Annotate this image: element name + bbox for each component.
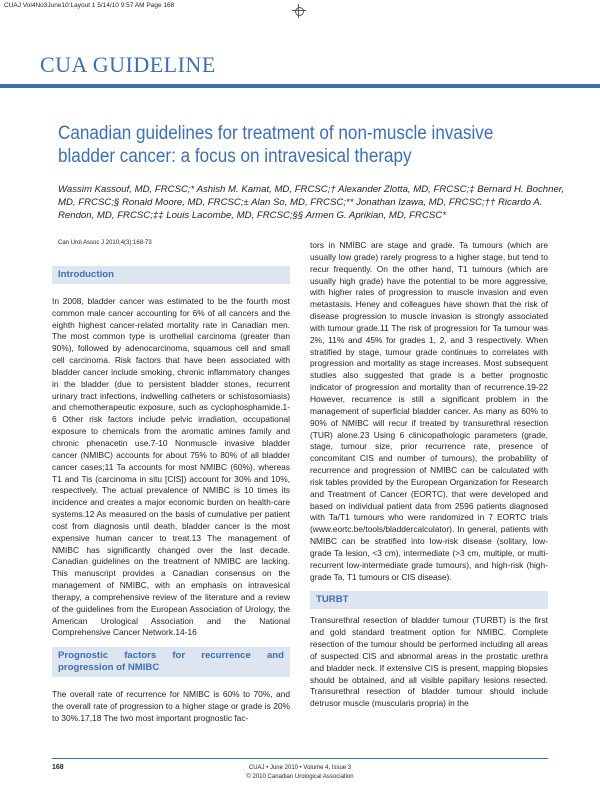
header-rule <box>0 84 600 88</box>
heading-turbt-label: TURBT <box>316 594 349 606</box>
print-slug: CUAJ Vol4No3June10:Layout 1 5/14/10 9:57 AM Page 168 <box>4 2 175 9</box>
left-column <box>52 266 290 725</box>
journal-footer <box>0 764 600 781</box>
page-number: 168 <box>52 764 64 771</box>
footer-rule <box>52 758 548 759</box>
heading-introduction-label: Introduction <box>58 269 114 280</box>
author-list: Wassim Kassouf, MD, FRCSC;* Ashish M. Kamat, MD, FRCSC;† Alexander Zlotta, MD, FRCSC;‡ Bernard H. Bochner, MD, FRCSC;§ Ronald Moore, MD, FRCSC;± Alan So, MD, FRCSC;** Jonathan Izawa, MD, FRCSC;†† Ricardo A. Rendon, MD, FRCSC;‡‡ Louis Lacombe, MD, FRCSC;§§ Armen G. Aprikian, MD, FRCSC* <box>58 184 565 221</box>
heading-prognostic <box>52 647 290 677</box>
heading-introduction <box>52 266 290 284</box>
prognostic-paragraph: The overall rate of recurrence for NMIBC is 60% to 70%, and the overall rate of progression to a higher stage or grade is 20% to 30%.17,18 The two most important prognostic fac- <box>52 689 290 723</box>
article-title: Canadian guidelines for treatment of non-muscle invasive bladder cancer: a focus on intravesical therapy <box>58 123 494 167</box>
journal-issue-line: CUAJ • June 2010 • Volume 4, Issue 3 <box>248 765 352 771</box>
registration-mark-icon <box>292 4 306 18</box>
heading-turbt <box>310 591 548 609</box>
copyright-line: © 2010 Canadian Urological Association <box>246 773 354 780</box>
right-column <box>310 240 548 710</box>
heading-prognostic-label: Prognostic factors for recurrence and progression of NMIBC <box>58 650 284 674</box>
section-label: CUA GUIDELINE <box>40 52 216 77</box>
citation: Can Urol Assoc J 2010;4(3):168-73 <box>58 240 152 246</box>
intro-paragraph: In 2008, bladder cancer was estimated to be the fourth most common male cancer accounting for 6% of all cancers and the eighth highest cancer-related mortality rate in Canadian men. The most common type is urothelial carcinoma (greater than 90%), followed by adenocarcinoma, squamous cell and small cell carcinoma. Risk factors that have been associated with bladder cancer include smoking, chronic inflammatory changes in the bladder (due to persistent bladder stones, recurrent urinary tract infections, indwelling catheters or schistosomiasis) and chemotherapeutic exposure, such as cyclophosphamide.1-6 Other risk factors include pelvic irradiation, occupational exposure to chemicals from the aromatic amines family and chronic phenacetin use.7-10 Nonmuscle invasive bladder cancer (NMIBC) accounts for about 75% to 80% of all bladder cancer cases;11 Ta accounts for most NMIBC (60%), whereas T1 and Tis (carcinoma in situ [CIS]) account for 30% and 10%, respectively. The actual prevalence of NMIBC is 10 times its incidence and creates a major economic burden on health-care systems.12 As measured on the basis of cumulative per patient cost from diagnosis until death, bladder cancer is the most expensive human cancer to treat.13 The management of NMIBC has significantly changed over the last decade. Canadian guidelines on the treatment of NMIBC are lacking. This manuscript provides a Canadian consensus on the management of NMIBC, with an emphasis on intravesical therapy, a comprehensive review of the literature and a review of the guidelines from the European Association of Urology, the American Urological Association and the National Comprehensive Cancer Network.14-16 <box>52 295 290 638</box>
continued-paragraph: tors in NMIBC are stage and grade. Ta tumours (which are usually low grade) rarely progress to a higher stage, but tend to recur frequently. On the other hand, T1 tumours (which are usually high grade) have the potential to be more aggressive, with higher rates of progression to muscle invasion and even metastasis. Heney and colleagues have shown that the risk of disease progression to muscle invasion is strongly associated with tumour grade.11 The risk of progression for Ta tumour was 2%, 11% and 45% for grades 1, 2, and 3 respectively. When stratified by stage, tumour grade continues to correlates with progression and mortality as stage increases. Most subsequent studies also suggested that grade is a better prognostic indicator of progression and mortality than of recurrence.19-22 However, recurrence is still a significant problem in the management of superficial bladder cancer. As many as 60% to 90% of NMIBC will recur if treated by transurethral resection (TUR) alone.23 Using 6 clinicopathologic parameters (grade, stage, tumour size, prior recurrence rate, presence of concomitant CIS and number of tumours), the probability of recurrence and progression of NMIBC can be calculated with risk tables provided by the European Organization for Research and Treatment of Cancer (EORTC), that were developed and based on individual patient data from 2596 patients diagnosed with Ta/T1 tumours who were randomized in 7 EORTC trials (www.eortc.be/tools/bladdercalculator). In general, patients with NMIBC can be stratified into low-risk disease (solitary, low-grade Ta lesion, <3 cm), intermediate (>3 cm, multiple, or multi-recurrent low-intermediate grade tumours), and high-risk (high-grade Ta, T1 tumours or CIS disease). <box>310 240 548 582</box>
turbt-paragraph: Transurethral resection of bladder tumour (TURBT) is the first and gold standard treatment option for NMIBC. Complete resection of the tumour should be performed including all areas of suspected CIS and abnormal areas in the prostatic urethra and bladder neck. If extensive CIS is present, mapping biopsies should be obtained, and all visible papillary lesions resected. Transurethral resection of bladder tumour should include detrusor muscle (muscularis propria) in the <box>310 615 548 709</box>
